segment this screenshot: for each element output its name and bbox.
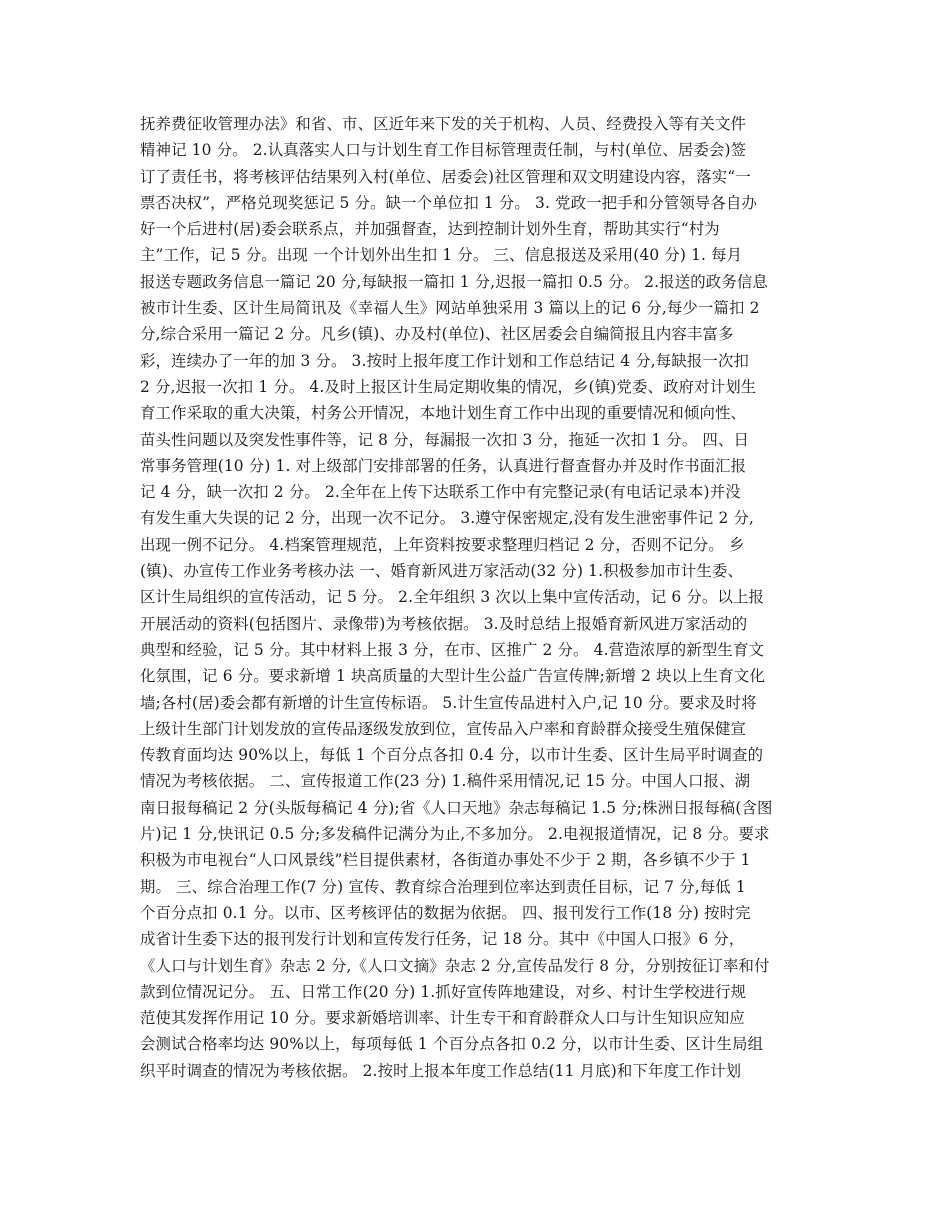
text-line: 范使其发挥作用记 10 分。要求新婚培训率、计生专干和育龄群众人口与计生知识应知应 xyxy=(140,1009,745,1028)
text-line: 款到位情况记分。 五、日常工作(20 分) 1.抓好宣传阵地建设，对乡、村计生学校进行规 xyxy=(140,982,747,1001)
text-line: 彩，连续办了一年的加 3 分。 3.按时上报年度工作计划和工作总结记 4 分,每缺报一次扣 xyxy=(140,351,750,370)
text-line: 记 4 分，缺一次扣 2 分。 2.全年在上传下达联系工作中有完整记录(有电话记录本)并没 xyxy=(140,483,741,502)
text-line: 苗头性问题以及突发性事件等，记 8 分，每漏报一次扣 3 分，拖延一次扣 1 分。 四、日 xyxy=(140,430,750,449)
text-line: 订了责任书，将考核评估结果列入村(单位、居委会)社区管理和双文明建设内容，落实“一 xyxy=(140,167,751,186)
text-line: 化氛围，记 6 分。要求新增 1 块高质量的大型计生公益广告宣传牌;新增 2 块以上生育文化 xyxy=(140,667,765,686)
text-line: 育工作采取的重大决策，村务公开情况，本地计划生育工作中出现的重要情况和倾向性、 xyxy=(140,404,747,423)
text-line: 出现一例不记分。 4.档案管理规范，上年资料按要求整理归档记 2 分，否则不记分。 乡 xyxy=(140,535,745,554)
text-line: 票否决权”，严格兑现奖惩记 5 分。缺一个单位扣 1 分。 3. 党政一把手和分管领导各自办 xyxy=(140,193,758,212)
text-line: 织平时调查的情况为考核依据。 2.按时上报本年度工作总结(11 月底)和下年度工作计划 xyxy=(140,1061,742,1080)
text-line: 积极为市电视台“人口风景线”栏目提供素材，各街道办事处不少于 2 期，各乡镇不少于 1 xyxy=(140,851,751,870)
text-line: 开展活动的资料(包括图片、录像带)为考核依据。 3.及时总结上报婚育新风进万家活动的 xyxy=(140,614,748,633)
text-line: 2 分,迟报一次扣 1 分。 4.及时上报区计生局定期收集的情况，乡(镇)党委、政府对计划生 xyxy=(140,377,757,396)
text-line: 好一个后进村(居)委会联系点，并加强督查，达到控制计划外生育，帮助其实行“村为 xyxy=(140,220,720,239)
text-line: 抚养费征收管理办法》和省、市、区近年来下发的关于机构、人员、经费投入等有关文件 xyxy=(140,115,747,133)
text-line: 期。 三、综合治理工作(7 分) 宣传、教育综合治理到位率达到责任目标，记 7 分,每低 1 xyxy=(140,877,746,896)
text-line: 片)记 1 分,快讯记 0.5 分;多发稿件记满分为止,不多加分。 2.电视报道情况，记 8 分。要求 xyxy=(140,825,770,844)
text-line: 有发生重大失误的记 2 分，出现一次不记分。 3.遵守保密规定,没有发生泄密事件记 2 分, xyxy=(140,509,755,528)
text-line: 被市计生委、区计生局简讯及《幸福人生》网站单独采用 3 篇以上的记 6 分,每少一篇扣 2 xyxy=(140,299,760,318)
text-line: 精神记 10 分。 2.认真落实人口与计划生育工作目标管理责任制，与村(单位、居委会)签 xyxy=(140,141,747,160)
text-line: 上级计生部门计划发放的宣传品逐级发放到位，宣传品入户率和育龄群众接受生殖保健宣 xyxy=(140,719,747,738)
text-line: 会测试合格率均达 90%以上，每项每低 1 个百分点各扣 0.2 分，以市计生委、区计生局组 xyxy=(140,1035,764,1054)
text-line: 情况为考核依据。 二、宣传报道工作(23 分) 1.稿件采用情况,记 15 分。中国人口报、湖 xyxy=(140,772,751,791)
text-line: 常事务管理(10 分) 1. 对上级部门安排部署的任务，认真进行督查督办并及时作书面汇报 xyxy=(140,456,747,475)
text-line: 《人口与计划生育》杂志 2 分,《人口文摘》杂志 2 分,宣传品发行 8 分，分别按征订率和付 xyxy=(140,956,770,975)
text-line: 典型和经验，记 5 分。其中材料上报 3 分，在市、区推广 2 分。 4.营造浓厚的新型生育文 xyxy=(140,640,765,659)
text-line: 成省计生委下达的报刊发行计划和宣传发行任务，记 18 分。其中《中国人口报》6 分， xyxy=(140,930,745,949)
body-text xyxy=(140,111,820,1084)
text-line: 分,综合采用一篇记 2 分。凡乡(镇)、办及村(单位)、社区居委会自编简报且内容丰富多 xyxy=(140,325,734,344)
text-line: 个百分点扣 0.1 分。以市、区考核评估的数据为依据。 四、报刊发行工作(18 分) 按时完 xyxy=(140,903,751,922)
text-line: 报送专题政务信息一篇记 20 分,每缺报一篇扣 1 分,迟报一篇扣 0.5 分。 2.报送的政务信息 xyxy=(140,272,768,291)
text-line: 南日报每稿记 2 分(头版每稿记 4 分);省《人口天地》杂志每稿记 1.5 分;株洲日报每稿(含图 xyxy=(140,798,773,817)
text-line: (镇)、办宣传工作业务考核办法 一、婚育新风进万家活动(32 分) 1.积极参加市计生委、 xyxy=(140,562,743,581)
text-line: 传教育面均达 90%以上，每低 1 个百分点各扣 0.4 分，以市计生委、区计生局平时调查的 xyxy=(140,746,764,765)
text-line: 区计生局组织的宣传活动，记 5 分。 2.全年组织 3 次以上集中宣传活动，记 6 分。以上报 xyxy=(140,588,765,607)
text-line: 主”工作，记 5 分。出现 一个计划外出生扣 1 分。 三、信息报送及采用(40 分) 1. 每月 xyxy=(140,246,743,265)
text-line: 墙;各村(居)委会都有新增的计生宣传标语。 5.计生宣传品进村入户,记 10 分。要求及时将 xyxy=(140,693,757,712)
